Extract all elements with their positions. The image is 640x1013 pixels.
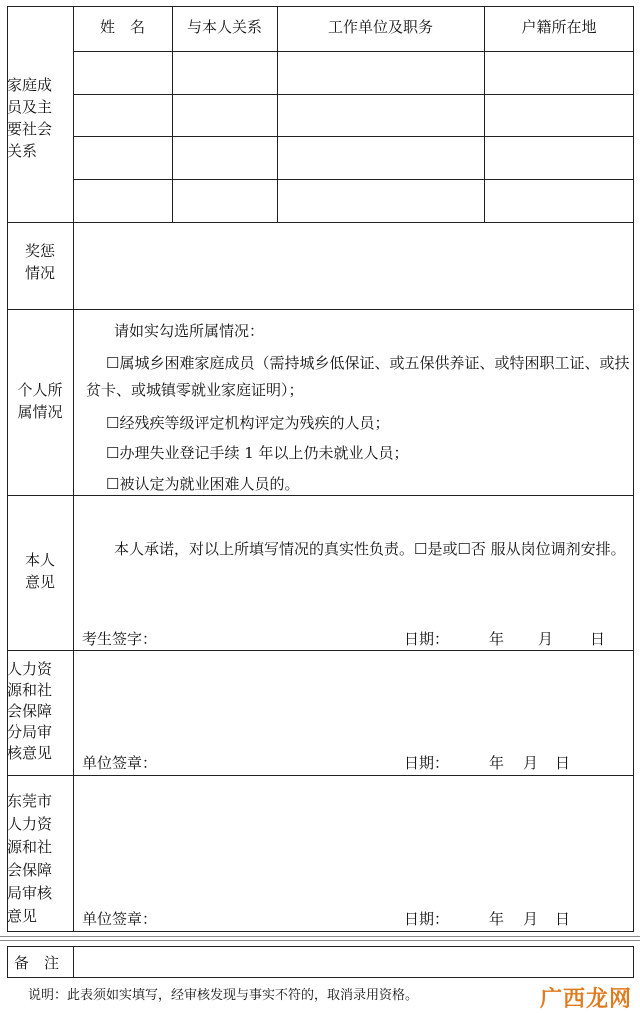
self-date-label: 日期： [404, 630, 450, 648]
personal-intro: 请如实勾选所属情况： [114, 322, 265, 340]
dg-hr-date-label: 日期： [404, 910, 450, 928]
dg-hr-month: 月 [523, 910, 539, 928]
hr-branch-top-line [7, 650, 634, 651]
personal-option-unemployed[interactable]: ☐办理失业登记手续 1 年以上仍未就业人员； [106, 444, 409, 462]
self-day: 日 [590, 630, 606, 648]
family-col-name: 姓 名 [99, 18, 145, 36]
hr-branch-month: 月 [523, 754, 539, 772]
label-column-divider [73, 6, 74, 932]
remarks-label: 备 注 [14, 954, 60, 972]
hr-branch-year: 年 [489, 754, 505, 772]
self-year: 年 [489, 630, 505, 648]
awards-section-label: 奖惩 情况 [24, 242, 55, 282]
family-row-line-1 [73, 94, 634, 95]
form-note: 说明：此表须如实填写，经审核发现与事实不符的，取消录用资格。 [28, 988, 419, 1003]
self-statement: 本人承诺，对以上所填写情况的真实性负责。☐是或☐否 服从岗位调剂安排。 [114, 540, 626, 558]
dg-hr-top-line [7, 775, 634, 776]
personal-option-hardship[interactable]: ☐属城乡困难家庭成员（需持城乡低保证、或五保供养证、或特困职工证、或扶贫卡、或城镇零就业家庭证明）； [86, 354, 630, 399]
family-header-line [73, 51, 634, 52]
page-break-line-bottom [0, 940, 640, 941]
dg-hr-day: 日 [555, 910, 571, 928]
family-col-relation: 与本人关系 [186, 18, 262, 36]
personal-top-line [7, 309, 634, 310]
self-sign-label: 考生签字： [82, 630, 158, 648]
self-section-label: 本人 意见 [24, 551, 55, 591]
hr-branch-seal-label: 单位签章： [82, 754, 158, 772]
dg-hr-section-label: 东莞市 人力资 源和社 会保障 局审核 意见 [7, 792, 53, 925]
hr-branch-section-label: 人力资 源和社 会保障 分局审 核意见 [7, 660, 53, 762]
family-section-label: 家庭成 员及主 要社会 关系 [7, 76, 53, 160]
hr-branch-day: 日 [555, 754, 571, 772]
personal-section-label: 个人所 属情况 [17, 381, 63, 421]
family-row-line-3 [73, 179, 634, 180]
hr-branch-date-label: 日期： [404, 754, 450, 772]
self-month: 月 [538, 630, 554, 648]
self-top-line [7, 495, 634, 496]
family-col-hukou: 户籍所在地 [521, 18, 597, 36]
dg-hr-seal-label: 单位签章： [82, 910, 158, 928]
remarks-input-area[interactable] [74, 947, 633, 977]
awards-input-area[interactable] [74, 223, 633, 309]
family-col-work: 工作单位及职务 [327, 18, 433, 36]
personal-option-disabled[interactable]: ☐经残疾等级评定机构评定为残疾的人员； [106, 414, 390, 432]
watermark-logo: 广西龙网 [539, 987, 632, 1012]
dg-hr-year: 年 [489, 910, 505, 928]
page-break-line-top [0, 936, 640, 937]
personal-option-difficulty[interactable]: ☐被认定为就业困难人员的。 [106, 475, 300, 493]
family-row-line-2 [73, 136, 634, 137]
main-form-table [7, 6, 634, 932]
